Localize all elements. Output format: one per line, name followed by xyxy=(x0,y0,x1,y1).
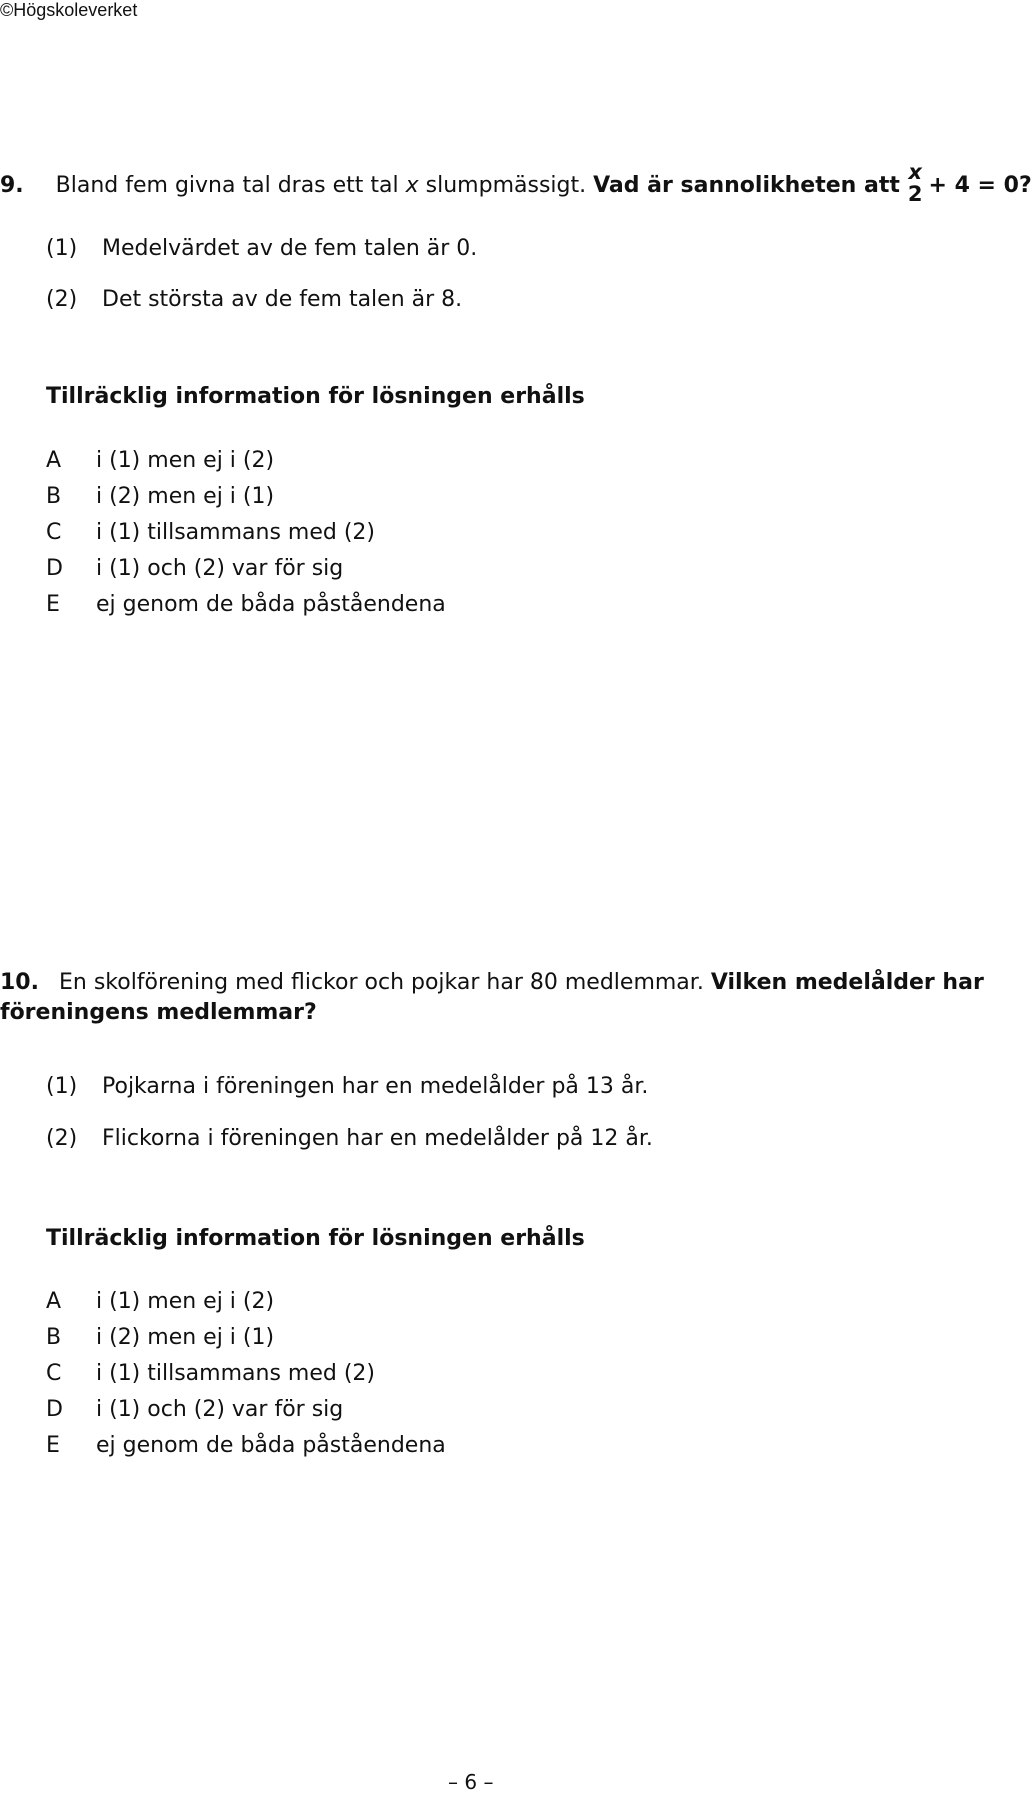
statement-2 xyxy=(46,287,462,313)
choice-a[interactable] xyxy=(46,448,274,474)
choice-letter: D xyxy=(46,1397,63,1422)
statement-2 xyxy=(46,1126,653,1152)
choice-b[interactable] xyxy=(46,1325,274,1351)
statement-text: Det största av de fem talen är 8. xyxy=(102,287,463,312)
statement-1 xyxy=(46,236,477,262)
choice-text: i (2) men ej i (1) xyxy=(96,1325,275,1350)
fraction-numerator: x xyxy=(908,160,922,184)
choice-e[interactable] xyxy=(46,592,446,618)
equation-rest: + 4 = 0? xyxy=(928,173,1032,198)
question-prompt-cont: föreningens medlemmar? xyxy=(0,1000,317,1025)
choice-c[interactable] xyxy=(46,1361,375,1387)
statement-1 xyxy=(46,1074,648,1100)
page-number: – 6 – xyxy=(448,1770,494,1794)
answer-heading: Tillräcklig information för lösningen erhålls xyxy=(46,1226,585,1251)
fraction-denominator: 2 xyxy=(907,182,923,206)
choice-text: i (2) men ej i (1) xyxy=(96,484,275,509)
statement-label: (1) xyxy=(46,1074,78,1099)
choice-text: i (1) men ej i (2) xyxy=(96,1289,275,1314)
choice-letter: A xyxy=(46,448,62,473)
choice-letter: B xyxy=(46,484,62,509)
choice-text: i (1) tillsammans med (2) xyxy=(96,520,375,545)
choice-a[interactable] xyxy=(46,1289,274,1315)
choice-letter: E xyxy=(46,1433,60,1458)
choice-text: i (1) men ej i (2) xyxy=(96,448,275,473)
choice-letter: B xyxy=(46,1325,62,1350)
choice-letter: C xyxy=(46,1361,62,1386)
choice-c[interactable] xyxy=(46,520,375,546)
choice-text: i (1) och (2) var för sig xyxy=(96,556,344,581)
question-prompt: Vilken medelålder har xyxy=(710,970,984,995)
statement-text: Medelvärdet av de fem talen är 0. xyxy=(102,236,478,261)
choice-d[interactable] xyxy=(46,556,343,582)
statement-label: (1) xyxy=(46,236,78,261)
answer-heading: Tillräcklig information för lösningen erhålls xyxy=(46,384,585,409)
choice-e[interactable] xyxy=(46,1433,446,1459)
statement-text: Pojkarna i föreningen har en medelålder på 13 år. xyxy=(102,1074,649,1099)
question-number: 9. xyxy=(0,173,24,198)
choice-text: i (1) tillsammans med (2) xyxy=(96,1361,375,1386)
choice-letter: C xyxy=(46,520,62,545)
choice-letter: A xyxy=(46,1289,62,1314)
choice-text: ej genom de båda påståendena xyxy=(96,592,446,617)
statement-text: Flickorna i föreningen har en medelålder på 12 år. xyxy=(102,1126,653,1151)
statement-label: (2) xyxy=(46,287,78,312)
question-prompt: Vad är sannolikheten att xyxy=(593,173,900,198)
question-9-stem xyxy=(0,160,1032,208)
fraction xyxy=(908,161,923,205)
choice-b[interactable] xyxy=(46,484,274,510)
copyright-notice: ©Högskoleverket xyxy=(0,0,138,20)
variable: x xyxy=(405,173,419,198)
choice-text: i (1) och (2) var för sig xyxy=(96,1397,344,1422)
choice-d[interactable] xyxy=(46,1397,343,1423)
choice-letter: D xyxy=(46,556,63,581)
choice-text: ej genom de båda påståendena xyxy=(96,1433,446,1458)
question-text: Bland fem givna tal dras ett tal xyxy=(55,173,406,198)
statement-label: (2) xyxy=(46,1126,78,1151)
question-number: 10. xyxy=(0,970,39,995)
question-10-stem xyxy=(0,970,984,996)
choice-letter: E xyxy=(46,592,60,617)
question-text-cont: slumpmässigt. xyxy=(418,173,594,198)
question-text: En skolförening med flickor och pojkar har 80 medlemmar. xyxy=(58,970,704,995)
